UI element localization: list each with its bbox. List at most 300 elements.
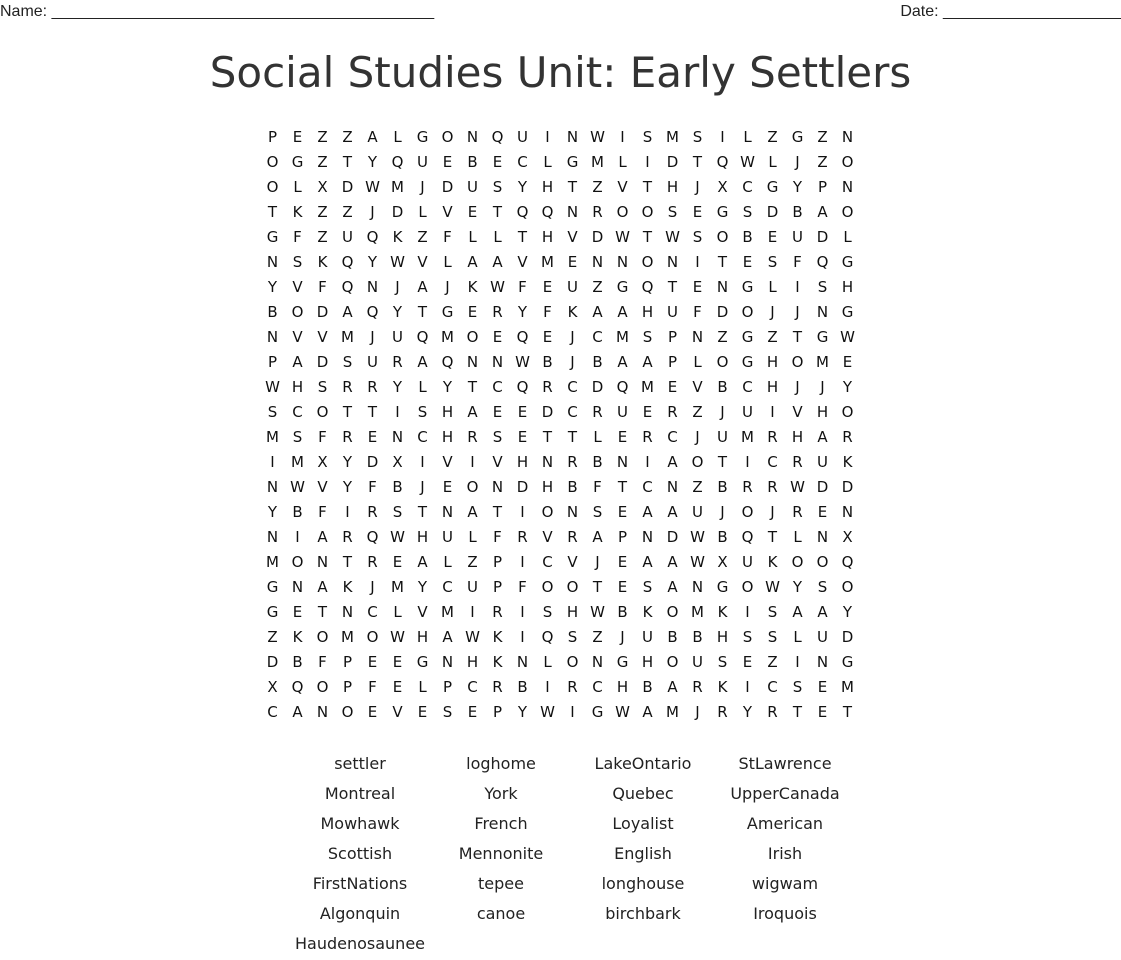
grid-letter: T [367, 403, 378, 421]
grid-letter: S [417, 403, 428, 421]
grid-letter: Q [366, 228, 379, 246]
grid-letter: Z [767, 653, 778, 671]
grid-letter: E [492, 403, 503, 421]
grid-letter: R [367, 503, 378, 521]
grid-letter: Q [516, 203, 529, 221]
name-field: Name: ___________________________________________ [0, 3, 435, 20]
grid-letter: G [616, 653, 629, 671]
grid-letter: N [716, 278, 729, 296]
grid-letter: Y [842, 603, 853, 621]
grid-letter: A [642, 353, 653, 371]
grid-letter: J [770, 303, 775, 321]
grid-letter: Y [417, 578, 428, 596]
grid-letter: C [417, 428, 428, 446]
grid-letter: L [293, 178, 302, 196]
grid-letter: Q [641, 278, 654, 296]
grid-row [260, 675, 860, 700]
grid-letter: Y [342, 478, 353, 496]
grid-letter: K [467, 278, 478, 296]
word-list-item: Mennonite [458, 844, 544, 863]
grid-letter: L [443, 253, 452, 271]
word-list-item: Iroquois [753, 904, 817, 923]
grid-letter: U [467, 178, 478, 196]
grid-letter: E [442, 478, 453, 496]
grid-letter: B [592, 353, 603, 371]
grid-letter: T [792, 703, 803, 721]
grid-letter: Y [367, 253, 378, 271]
grid-row [260, 525, 860, 550]
word-list-item: Irish [767, 844, 803, 863]
grid-letter: Z [317, 228, 328, 246]
grid-letter: J [720, 503, 725, 521]
grid-letter: G [841, 303, 854, 321]
grid-letter: Z [467, 553, 478, 571]
grid-letter: X [317, 453, 328, 471]
grid-letter: Y [517, 303, 528, 321]
grid-letter: G [441, 303, 454, 321]
grid-letter: O [616, 203, 629, 221]
grid-letter: R [517, 528, 528, 546]
grid-letter: Z [692, 478, 703, 496]
grid-letter: R [767, 428, 778, 446]
word-list-item: Haudenosaunee [294, 934, 425, 953]
grid-letter: L [543, 653, 552, 671]
grid-letter: E [617, 553, 628, 571]
grid-letter: R [392, 353, 403, 371]
grid-letter: E [292, 603, 303, 621]
grid-letter: F [318, 653, 327, 671]
grid-letter: W [465, 628, 480, 646]
grid-row [260, 700, 860, 725]
grid-letter: D [266, 653, 279, 671]
grid-letter: Z [817, 128, 828, 146]
grid-letter: A [317, 528, 328, 546]
grid-letter: S [342, 353, 353, 371]
page-title: Social Studies Unit: Early Settlers [209, 48, 912, 97]
grid-letter: S [692, 128, 703, 146]
word-list-item: English [614, 844, 672, 863]
grid-letter: Q [716, 153, 729, 171]
word-list-item: Loyalist [612, 814, 674, 833]
grid-letter: K [567, 303, 578, 321]
grid-row [260, 475, 860, 500]
grid-letter: E [542, 278, 553, 296]
grid-letter: N [691, 578, 704, 596]
word-list-item: York [484, 784, 518, 803]
grid-letter: E [742, 253, 753, 271]
grid-letter: E [367, 703, 378, 721]
grid-letter: O [341, 703, 354, 721]
grid-letter: Y [267, 278, 278, 296]
grid-letter: N [566, 128, 579, 146]
grid-letter: E [692, 203, 703, 221]
grid-letter: A [442, 628, 453, 646]
grid-letter: C [292, 403, 303, 421]
grid-letter: W [590, 603, 605, 621]
grid-letter: N [266, 478, 279, 496]
grid-letter: S [442, 703, 453, 721]
grid-letter: G [816, 328, 829, 346]
grid-letter: T [667, 278, 678, 296]
grid-letter: N [641, 528, 654, 546]
grid-letter: T [767, 528, 778, 546]
grid-letter: B [467, 153, 478, 171]
grid-letter: N [266, 253, 279, 271]
grid-letter: N [266, 528, 279, 546]
grid-letter: F [793, 253, 802, 271]
grid-letter: N [491, 478, 504, 496]
grid-letter: W [740, 153, 755, 171]
grid-letter: U [517, 128, 528, 146]
grid-letter: S [817, 578, 828, 596]
grid-letter: L [693, 353, 702, 371]
grid-letter: W [390, 528, 405, 546]
grid-letter: Q [616, 378, 629, 396]
grid-letter: L [593, 428, 602, 446]
grid-letter: Z [267, 628, 278, 646]
word-list-item: Algonquin [319, 904, 401, 923]
grid-letter: V [417, 253, 428, 271]
grid-letter: N [391, 428, 404, 446]
grid-letter: F [593, 478, 602, 496]
grid-letter: C [267, 703, 278, 721]
grid-letter: G [741, 328, 754, 346]
grid-letter: R [767, 478, 778, 496]
grid-letter: R [592, 203, 603, 221]
grid-letter: T [342, 553, 353, 571]
grid-letter: V [317, 328, 328, 346]
grid-letter: H [816, 403, 829, 421]
grid-letter: V [517, 253, 528, 271]
grid-letter: I [645, 153, 650, 171]
grid-letter: V [417, 603, 428, 621]
grid-letter: S [767, 603, 778, 621]
grid-letter: L [493, 228, 502, 246]
grid-letter: S [492, 428, 503, 446]
grid-letter: B [392, 478, 403, 496]
grid-letter: D [591, 378, 604, 396]
grid-row [260, 400, 860, 425]
grid-letter: E [492, 328, 503, 346]
grid-letter: N [591, 253, 604, 271]
grid-letter: H [541, 228, 554, 246]
grid-letter: A [642, 703, 653, 721]
grid-letter: N [341, 603, 354, 621]
grid-letter: A [617, 353, 628, 371]
grid-row [260, 225, 860, 250]
grid-letter: N [666, 478, 679, 496]
grid-letter: J [370, 328, 375, 346]
grid-letter: P [492, 553, 503, 571]
grid-row [260, 575, 860, 600]
grid-letter: C [767, 678, 778, 696]
grid-letter: G [716, 578, 729, 596]
grid-letter: N [466, 128, 479, 146]
grid-letter: I [745, 678, 750, 696]
grid-letter: D [441, 178, 454, 196]
grid-letter: H [841, 278, 854, 296]
grid-letter: K [642, 603, 653, 621]
grid-letter: Z [592, 628, 603, 646]
grid-letter: Y [442, 378, 453, 396]
grid-letter: J [770, 503, 775, 521]
grid-letter: I [470, 453, 475, 471]
grid-letter: N [516, 653, 529, 671]
grid-letter: V [692, 378, 703, 396]
grid-letter: S [642, 328, 653, 346]
grid-letter: L [418, 203, 427, 221]
grid-letter: R [667, 403, 678, 421]
grid-letter: A [292, 703, 303, 721]
grid-letter: T [592, 578, 603, 596]
grid-letter: J [570, 328, 575, 346]
grid-letter: E [817, 703, 828, 721]
grid-row [260, 350, 860, 375]
grid-letter: K [717, 603, 728, 621]
grid-letter: T [792, 328, 803, 346]
grid-letter: B [292, 653, 303, 671]
grid-letter: O [266, 153, 279, 171]
grid-letter: V [567, 553, 578, 571]
grid-letter: U [717, 428, 728, 446]
grid-letter: N [616, 253, 629, 271]
grid-letter: L [393, 603, 402, 621]
grid-letter: N [566, 503, 579, 521]
grid-letter: C [467, 678, 478, 696]
grid-letter: E [392, 553, 403, 571]
grid-letter: U [442, 528, 453, 546]
grid-letter: N [816, 303, 829, 321]
grid-letter: A [292, 353, 303, 371]
grid-letter: W [540, 703, 555, 721]
grid-letter: F [368, 678, 377, 696]
grid-letter: A [342, 303, 353, 321]
grid-letter: A [817, 603, 828, 621]
grid-letter: U [692, 503, 703, 521]
grid-letter: I [620, 128, 625, 146]
grid-letter: W [490, 278, 505, 296]
grid-letter: J [420, 478, 425, 496]
grid-letter: N [491, 353, 504, 371]
word-list-item: birchbark [605, 904, 681, 923]
grid-letter: Q [741, 528, 754, 546]
grid-letter: N [466, 353, 479, 371]
grid-letter: A [592, 528, 603, 546]
word-list-item: wigwam [751, 874, 819, 893]
grid-letter: R [792, 453, 803, 471]
grid-letter: P [342, 678, 353, 696]
grid-letter: O [541, 503, 554, 521]
grid-letter: O [791, 353, 804, 371]
grid-letter: U [417, 153, 428, 171]
grid-letter: G [266, 603, 279, 621]
grid-letter: I [470, 603, 475, 621]
grid-letter: J [695, 428, 700, 446]
grid-letter: J [795, 303, 800, 321]
grid-letter: N [666, 253, 679, 271]
grid-letter: O [466, 328, 479, 346]
grid-letter: E [367, 653, 378, 671]
grid-letter: A [467, 403, 478, 421]
grid-letter: A [417, 353, 428, 371]
grid-letter: P [492, 578, 503, 596]
grid-letter: E [767, 228, 778, 246]
grid-letter: F [293, 228, 302, 246]
grid-letter: A [642, 553, 653, 571]
grid-letter: E [392, 653, 403, 671]
grid-letter: C [592, 678, 603, 696]
grid-letter: D [341, 178, 354, 196]
grid-letter: R [467, 428, 478, 446]
grid-letter: Z [817, 153, 828, 171]
grid-letter: T [692, 153, 703, 171]
grid-letter: P [667, 328, 678, 346]
grid-letter: H [416, 528, 429, 546]
grid-letter: I [270, 453, 275, 471]
grid-letter: X [267, 678, 278, 696]
grid-letter: Y [342, 453, 353, 471]
grid-letter: J [370, 578, 375, 596]
grid-letter: J [695, 703, 700, 721]
grid-letter: N [291, 578, 304, 596]
grid-letter: I [520, 553, 525, 571]
grid-letter: C [592, 328, 603, 346]
grid-letter: V [567, 228, 578, 246]
grid-letter: E [617, 578, 628, 596]
grid-letter: O [841, 578, 854, 596]
grid-letter: K [767, 553, 778, 571]
grid-letter: T [717, 253, 728, 271]
grid-letter: H [466, 653, 479, 671]
grid-letter: M [441, 328, 454, 346]
grid-letter: G [266, 578, 279, 596]
word-list-item: StLawrence [738, 754, 832, 773]
grid-letter: N [441, 653, 454, 671]
grid-letter: T [267, 203, 278, 221]
grid-letter: E [817, 503, 828, 521]
grid-letter: N [841, 178, 854, 196]
grid-letter: Z [767, 328, 778, 346]
grid-letter: W [790, 478, 805, 496]
grid-letter: R [692, 678, 703, 696]
grid-letter: I [745, 453, 750, 471]
grid-letter: L [443, 553, 452, 571]
grid-letter: G [716, 203, 729, 221]
grid-letter: M [841, 678, 854, 696]
grid-letter: D [391, 203, 404, 221]
grid-letter: B [667, 628, 678, 646]
grid-letter: M [816, 353, 829, 371]
grid-row [260, 600, 860, 625]
grid-letter: O [366, 628, 379, 646]
grid-letter: R [742, 478, 753, 496]
grid-row [260, 375, 860, 400]
grid-letter: G [741, 353, 754, 371]
grid-letter: D [591, 228, 604, 246]
grid-letter: K [392, 228, 403, 246]
grid-letter: J [720, 403, 725, 421]
grid-letter: O [641, 253, 654, 271]
grid-row [260, 200, 860, 225]
grid-letter: M [341, 328, 354, 346]
grid-letter: D [366, 453, 379, 471]
grid-letter: Z [317, 153, 328, 171]
grid-letter: S [292, 253, 303, 271]
grid-letter: S [767, 253, 778, 271]
grid-letter: E [567, 253, 578, 271]
grid-letter: V [792, 403, 803, 421]
grid-letter: E [642, 403, 653, 421]
grid-letter: E [817, 678, 828, 696]
grid-letter: L [468, 528, 477, 546]
grid-letter: B [517, 678, 528, 696]
grid-letter: Y [517, 178, 528, 196]
grid-letter: W [390, 628, 405, 646]
grid-letter: Q [416, 328, 429, 346]
grid-letter: O [841, 153, 854, 171]
grid-letter: G [591, 703, 604, 721]
grid-letter: G [266, 228, 279, 246]
grid-letter: T [417, 303, 428, 321]
grid-letter: O [841, 203, 854, 221]
grid-letter: I [420, 453, 425, 471]
grid-letter: U [467, 578, 478, 596]
grid-letter: N [816, 528, 829, 546]
grid-letter: E [492, 153, 503, 171]
grid-letter: O [441, 128, 454, 146]
grid-letter: A [417, 278, 428, 296]
grid-letter: R [492, 678, 503, 696]
grid-letter: N [841, 503, 854, 521]
grid-letter: J [420, 178, 425, 196]
grid-letter: T [342, 403, 353, 421]
grid-letter: R [342, 428, 353, 446]
grid-letter: S [692, 228, 703, 246]
grid-letter: D [316, 303, 329, 321]
grid-letter: X [392, 453, 403, 471]
grid-letter: C [492, 378, 503, 396]
grid-letter: B [567, 478, 578, 496]
grid-letter: F [693, 303, 702, 321]
grid-letter: E [467, 703, 478, 721]
grid-letter: I [345, 503, 350, 521]
grid-letter: A [817, 428, 828, 446]
word-list-item: FirstNations [312, 874, 408, 893]
grid-letter: J [795, 378, 800, 396]
grid-letter: U [567, 278, 578, 296]
grid-row [260, 125, 860, 150]
grid-letter: A [592, 303, 603, 321]
grid-letter: T [642, 228, 653, 246]
grid-letter: H [791, 428, 804, 446]
grid-letter: O [791, 553, 804, 571]
grid-letter: O [816, 553, 829, 571]
grid-letter: P [442, 678, 453, 696]
grid-letter: P [667, 353, 678, 371]
grid-letter: E [517, 428, 528, 446]
grid-letter: I [645, 453, 650, 471]
grid-letter: S [642, 578, 653, 596]
grid-letter: B [542, 353, 553, 371]
grid-letter: F [443, 228, 452, 246]
grid-letter: Y [742, 703, 753, 721]
grid-letter: U [817, 628, 828, 646]
grid-letter: D [666, 528, 679, 546]
grid-letter: R [342, 378, 353, 396]
grid-letter: R [717, 703, 728, 721]
grid-letter: T [517, 228, 528, 246]
grid-letter: V [542, 528, 553, 546]
